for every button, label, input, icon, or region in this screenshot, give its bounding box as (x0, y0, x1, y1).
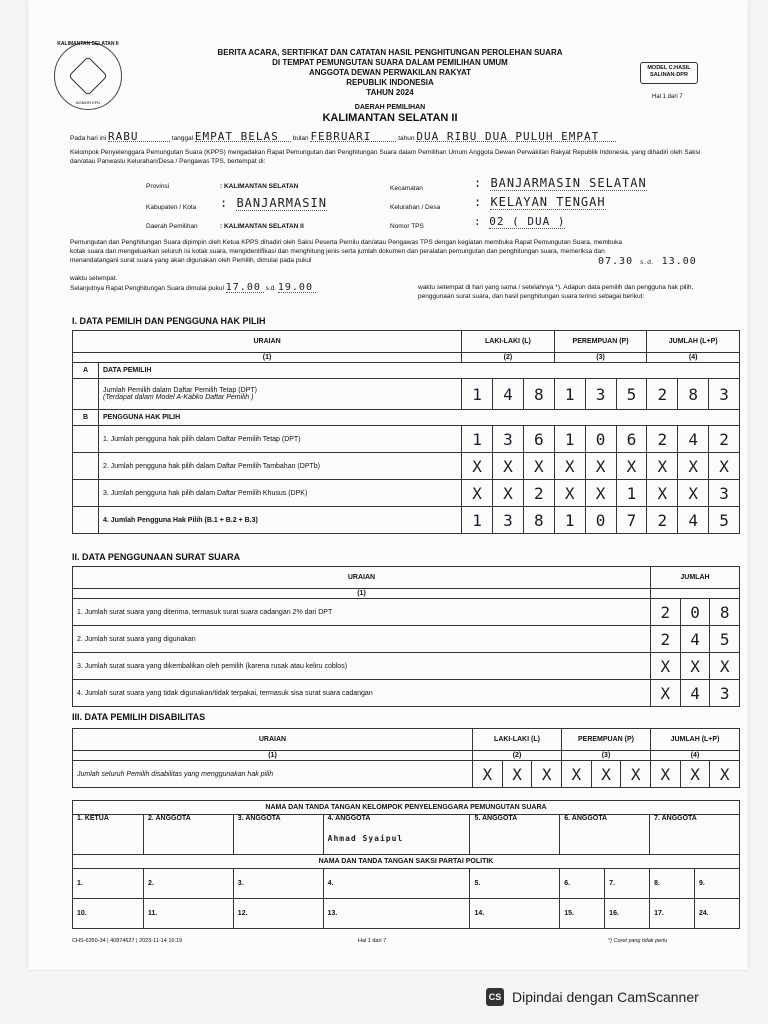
s2-row4-digits (651, 680, 740, 707)
saksi-3: 3. (233, 869, 323, 899)
counting-start-text: Selanjutnya Rapat Penghitungan Suara dimulai pukul (70, 285, 224, 292)
digit: 6 (616, 426, 647, 452)
kpps-2-label: 2. ANGGOTA (147, 815, 191, 822)
digit: 8 (523, 379, 554, 409)
s1-a-title: DATA PEMILIH (99, 363, 740, 379)
digit: 4 (677, 426, 708, 452)
title-line-1: BERITA ACARA, SERTIFIKAT DAN CATATAN HASIL PENGHITUNGAN PEROLEHAN SUARA (217, 48, 563, 57)
document-title (170, 48, 610, 98)
digit: X (650, 761, 680, 787)
saksi-11: 11. (143, 899, 233, 929)
digit: X (646, 453, 677, 479)
model-badge (640, 62, 698, 84)
digit: X (680, 761, 710, 787)
digit: X (616, 453, 647, 479)
time1-sd: s.d. (640, 259, 655, 266)
kelurahan-label: Kelurahan / Desa (390, 204, 441, 211)
digit: 1 (554, 426, 585, 452)
kecamatan-text: BANJARMASIN SELATAN (490, 176, 647, 190)
s1-n1: (1) (73, 353, 462, 363)
saksi-6: 6. (560, 869, 605, 899)
saksi-15: 15. (560, 899, 605, 929)
title-line-3: ANGGOTA DEWAN PERWAKILAN RAKYAT (308, 68, 472, 77)
kpps-6 (560, 815, 650, 855)
digit: 2 (646, 379, 677, 409)
kpps-5-label: 5. ANGGOTA (474, 815, 518, 822)
time2-sd: s.d. (265, 285, 277, 292)
s1-col-l: LAKI-LAKI (L) (462, 331, 555, 353)
digit: X (492, 453, 523, 479)
kabupaten-text: BANJARMASIN (236, 196, 327, 210)
kecamatan-value: : BANJARMASIN SELATAN (474, 176, 647, 190)
s3-col-l: LAKI-LAKI (L) (473, 729, 562, 751)
s3-n2: (2) (473, 751, 562, 761)
footer-center: Hal 1 dari 7 (358, 938, 387, 944)
camscanner-icon: CS (486, 988, 504, 1006)
digit: 5 (709, 626, 739, 652)
time1-start: 07.30 (598, 256, 634, 267)
dapil-text: KALIMANTAN SELATAN II (223, 223, 304, 230)
title-line-2: DI TEMPAT PEMUNGUTAN SUARA DALAM PEMILIHAN UMUM (272, 58, 508, 67)
s2-row2-digits (651, 626, 740, 653)
digit: 1 (472, 429, 482, 449)
digit: 0 (585, 507, 616, 533)
s1-b-row4-digits (462, 507, 740, 534)
intro-label-day: Pada hari ini (70, 135, 107, 142)
s1-n3: (3) (554, 353, 647, 363)
s1-b-title: PENGGUNA HAK PILIH (99, 410, 740, 426)
s1-a-letter: A (73, 363, 99, 379)
tps-text: 02 ( DUA ) (489, 215, 566, 228)
digit: X (523, 453, 554, 479)
camscanner-watermark (486, 988, 699, 1006)
digit: X (677, 453, 708, 479)
digit: X (554, 480, 585, 506)
digit: 1 (554, 507, 585, 533)
digit: 4 (677, 507, 708, 533)
time1-end: 13.00 (661, 256, 697, 267)
saksi-title: NAMA DAN TANDA TANGAN SAKSI PARTAI POLITIK (73, 855, 740, 869)
saksi-17: 17. (650, 899, 695, 929)
saksi-13: 13. (323, 899, 470, 929)
kpps-3-label: 3. ANGGOTA (237, 815, 281, 822)
logo-code: NOMOR KPU (75, 100, 101, 105)
footer-left: CHS-6350-34 | 40874627 | 2023-11-14 16:19 (72, 938, 183, 944)
saksi-2: 2. (143, 869, 233, 899)
intro-label-year: tahun (398, 135, 415, 142)
digit: X (472, 456, 482, 476)
s1-b-row3-label: 3. Jumlah pengguna hak pilih dalam Daftar Pemilih Khusus (DPK) (99, 480, 462, 507)
digit: 2 (646, 507, 677, 533)
section2-table (72, 566, 740, 707)
region-name: KALIMANTAN SELATAN II (322, 112, 458, 124)
kabupaten-label: Kabupaten / Kota (146, 204, 197, 211)
s1-a-digits (462, 379, 740, 410)
digit: X (646, 480, 677, 506)
digit: 4 (680, 680, 710, 706)
kpps-5 (470, 815, 560, 855)
s2-col-j: JUMLAH (651, 567, 740, 589)
digit: X (591, 761, 621, 787)
region-block (170, 103, 610, 123)
kpu-logo (54, 42, 122, 110)
document-sheet (28, 0, 748, 970)
counting-line (70, 283, 316, 293)
digit: 3 (708, 480, 739, 506)
digit: X (554, 453, 585, 479)
kecamatan-label: Kecamatan (390, 185, 423, 192)
camscanner-label: Dipindai dengan CamScanner (512, 989, 699, 1005)
intro-label-date: tanggal (171, 135, 194, 142)
s3-col-uraian: URAIAN (73, 729, 473, 751)
s2-row2-label: 2. Jumlah surat suara yang digunakan (73, 626, 651, 653)
saksi-12: 12. (233, 899, 323, 929)
time1-suffix: waktu setempat. (70, 275, 118, 282)
footer-right: *) Coret yang tidak perlu (608, 938, 668, 944)
tps-value: : 02 ( DUA ) (474, 215, 566, 228)
month-value: FEBRUARI (310, 132, 396, 142)
s1-n2: (2) (462, 353, 555, 363)
year-value: DUA RIBU DUA PULUH EMPAT (416, 132, 616, 142)
s1-b-row3-digits (462, 480, 740, 507)
digit: 8 (677, 379, 708, 409)
saksi-9: 9. (694, 869, 739, 899)
region-label: DAERAH PEMILIHAN (354, 104, 426, 111)
digit: X (585, 453, 616, 479)
kpps-title: NAMA DAN TANDA TANGAN KELOMPOK PENYELENGGARA PEMUNGUTAN SUARA (73, 801, 740, 815)
digit: X (585, 480, 616, 506)
digit: X (502, 761, 532, 787)
s3-n1: (1) (73, 751, 473, 761)
s1-a-row1-note: (Terdapat dalam Model A-Kabko Daftar Pemilih ) (103, 394, 254, 401)
process-paragraph: Pemungutan dan Penghitungan Suara dipimpin oleh Ketua KPPS dihadiri oleh Saksi Peserta Pemilu dan/atau Pengawas TPS dengan kegiatan membuka Rapat Pemungutan Suara, membuka kotak suara dan mengeluarkan seluruh isi kotak suara, mengidentifikasi dan menghitung jenis serta jumlah dokumen dan peralatan pemungutan dan penghitungan suara, memeriksa dan menandatangani surat suara yang akan digunakan oleh Pemilih, dimulai pada pukul (70, 239, 623, 264)
day-value: RABU (108, 132, 170, 142)
digit: 0 (680, 599, 710, 625)
digit: 0 (585, 426, 616, 452)
date-value: EMPAT BELAS (195, 132, 291, 142)
saksi-14: 14. (470, 899, 560, 929)
digit: 1 (472, 510, 482, 530)
digit: X (677, 480, 708, 506)
counting-end-text: waktu setempat di hari yang sama / setelahnya *). Adapun data pemilih dan pengguna hak pilih, penggunaan surat suara, dan hasil penghitungan suara terinci sebagai berikut: (418, 284, 694, 300)
section3-title: III. DATA PEMILIH DISABILITAS (72, 712, 206, 722)
kpps-1-label: 1. KETUA (77, 815, 109, 822)
s3-col-j: JUMLAH (L+P) (651, 729, 740, 751)
dapil-label: Daerah Pemilihan (146, 223, 198, 230)
s1-b-row2-label: 2. Jumlah pengguna hak pilih dalam Daftar Pemilih Tambahan (DPTb) (99, 453, 462, 480)
kelurahan-text: KELAYAN TENGAH (490, 195, 606, 209)
model-line-1: MODEL C.HASIL (647, 65, 691, 71)
kpps-2 (143, 815, 233, 855)
s1-a-row1-label: Jumlah Pemilih dalam Daftar Pemilih Tetap (DPT) (103, 387, 257, 394)
s2-row1-digits (651, 599, 740, 626)
s3-col-p: PEREMPUAN (P) (562, 729, 651, 751)
time2-end: 19.00 (278, 283, 316, 293)
s1-n4: (4) (647, 353, 740, 363)
s3-row-digits (473, 761, 740, 788)
s2-row1-label: 1. Jumlah surat suara yang diterima, termasuk surat suara cadangan 2% dari DPT (73, 599, 651, 626)
s2-row4-label: 4. Jumlah surat suara yang tidak digunakan/tidak terpakai, termasuk sisa surat suara cadangan (73, 680, 651, 707)
kpps-7 (650, 815, 740, 855)
digit: 8 (709, 599, 739, 625)
digit: X (709, 761, 739, 787)
digit: 1 (616, 480, 647, 506)
provinsi-text: KALIMANTAN SELATAN (223, 183, 299, 190)
title-line-5: TAHUN 2024 (366, 88, 414, 97)
s3-n4: (4) (651, 751, 740, 761)
kpps-6-label: 6. ANGGOTA (564, 815, 608, 822)
kpps-4-label: 4. ANGGOTA (327, 815, 371, 822)
digit: 1 (554, 379, 585, 409)
intro-label-month: bulan (292, 135, 309, 142)
digit: 2 (660, 602, 671, 622)
tps-label: Nomor TPS (390, 223, 424, 230)
intro-line (70, 132, 730, 143)
saksi-10: 10. (73, 899, 144, 929)
page-number: Hal 1 dari 7 (652, 94, 683, 100)
s1-b-row1-digits (462, 426, 740, 453)
digit: X (620, 761, 650, 787)
time2-start: 17.00 (226, 283, 264, 293)
digit: 8 (523, 507, 554, 533)
saksi-1: 1. (73, 869, 144, 899)
digit: 7 (616, 507, 647, 533)
kpps-1 (73, 815, 144, 855)
digit: X (472, 483, 482, 503)
kelurahan-value: : KELAYAN TENGAH (474, 195, 606, 209)
digit: X (492, 480, 523, 506)
section3-table (72, 728, 740, 788)
digit: 3 (492, 507, 523, 533)
digit: 6 (523, 426, 554, 452)
digit: 4 (492, 379, 523, 409)
digit: X (708, 453, 739, 479)
digit: 2 (660, 629, 671, 649)
digit: X (660, 683, 671, 703)
digit: 3 (585, 379, 616, 409)
digit: X (561, 761, 591, 787)
model-line-2: SALINAN-DPR (650, 72, 688, 78)
section1-title: I. DATA PEMILIH DAN PENGGUNA HAK PILIH (72, 316, 266, 326)
s1-b-row1-label: 1. Jumlah pengguna hak pilih dalam Daftar Pemilih Tetap (DPT) (99, 426, 462, 453)
section2-title: II. DATA PENGGUNAAN SURAT SUARA (72, 552, 241, 562)
kpps-3 (233, 815, 323, 855)
kpps-7-label: 7. ANGGOTA (654, 815, 697, 822)
title-line-4: REPUBLIK INDONESIA (346, 78, 434, 87)
kabupaten-value: : BANJARMASIN (220, 196, 327, 210)
provinsi-label: Provinsi (146, 183, 170, 190)
digit: 3 (709, 680, 739, 706)
logo-text: KALIMANTAN SELATAN II (57, 41, 119, 47)
kpps-4-name: Ahmad Syaipul (327, 834, 404, 843)
digit: X (482, 764, 493, 784)
digit: 2 (523, 480, 554, 506)
s1-b-row4-label: 4. Jumlah Pengguna Hak Pilih (B.1 + B.2 + B.3) (99, 507, 462, 534)
kpps-4 (323, 815, 470, 855)
saksi-8: 8. (650, 869, 695, 899)
signature-table (72, 800, 740, 929)
s2-row3-digits (651, 653, 740, 680)
dapil-value: : KALIMANTAN SELATAN II (220, 223, 304, 230)
digit: X (680, 653, 710, 679)
s1-b-row2-digits (462, 453, 740, 480)
s2-row3-label: 3. Jumlah surat suara yang dikembalikan oleh pemilih (karena rusak atau keliru coblos) (73, 653, 651, 680)
intro-paragraph: Kelompok Penyelenggara Pemungutan Suara (KPPS) mengadakan Rapat Pemungutan dan Penghitungan Suara dalam Pemilihan Umum Anggota Dewan Perwakilan Rakyat Republik Indonesia, yang dihadiri oleh Saksi dan/atau Panwaslu Kelurahan/Desa / Pengawas TPS, bertempat di: (70, 149, 701, 165)
digit: X (709, 653, 739, 679)
digit: 5 (616, 379, 647, 409)
s3-n3: (3) (562, 751, 651, 761)
s1-col-uraian: URAIAN (73, 331, 462, 353)
s2-n1: (1) (73, 589, 651, 599)
digit: 2 (708, 426, 739, 452)
garuda-emblem-icon (68, 56, 108, 96)
digit: X (531, 761, 561, 787)
time-range-1 (598, 256, 697, 267)
digit: 4 (680, 626, 710, 652)
s1-a-row1 (99, 379, 462, 410)
saksi-24: 24. (694, 899, 739, 929)
saksi-4: 4. (323, 869, 470, 899)
section1-table (72, 330, 740, 534)
saksi-16: 16. (605, 899, 650, 929)
digit: 1 (472, 384, 482, 404)
s1-col-j: JUMLAH (L+P) (647, 331, 740, 353)
digit: 3 (492, 426, 523, 452)
s1-col-p: PEREMPUAN (P) (554, 331, 647, 353)
digit: 2 (646, 426, 677, 452)
digit: 3 (708, 379, 739, 409)
s1-b-letter: B (73, 410, 99, 426)
s3-row-label: Jumlah seluruh Pemilih disabilitas yang menggunakan hak pilih (73, 761, 473, 788)
saksi-5: 5. (470, 869, 560, 899)
provinsi-value: : KALIMANTAN SELATAN (220, 183, 299, 190)
saksi-7: 7. (605, 869, 650, 899)
digit: X (660, 656, 671, 676)
digit: 5 (708, 507, 739, 533)
s2-col-uraian: URAIAN (73, 567, 651, 589)
